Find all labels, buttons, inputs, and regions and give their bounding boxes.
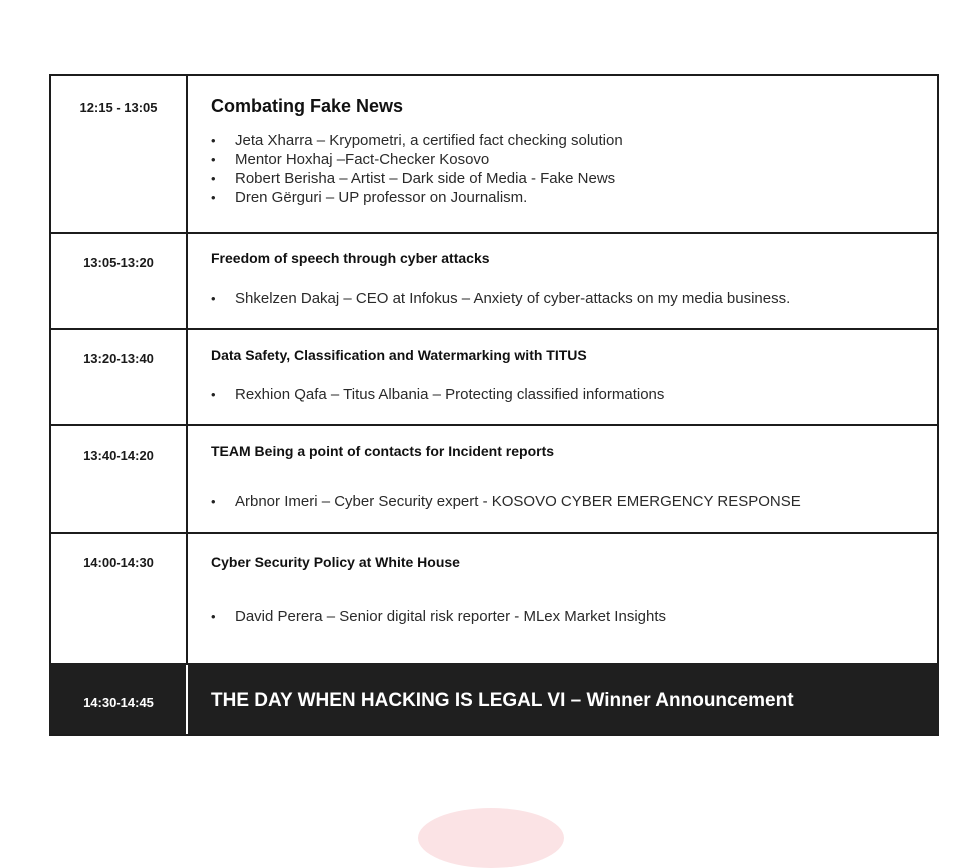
speaker-list: [211, 492, 937, 511]
speaker-item: • Robert Berisha – Artist – Dark side of Media - Fake News: [211, 169, 937, 188]
agenda-row: [49, 74, 939, 232]
agenda-row: [49, 424, 939, 532]
agenda-row: [49, 532, 939, 663]
speaker-list: [211, 385, 937, 404]
speaker-list: [211, 131, 937, 207]
session-content: [188, 534, 937, 663]
session-content: [188, 426, 937, 532]
session-content: [188, 665, 937, 734]
session-time: 14:30-14:45: [51, 665, 188, 734]
agenda-row: [49, 328, 939, 424]
session-time: 14:00-14:30: [51, 534, 188, 663]
agenda-row-highlight: [49, 663, 939, 736]
session-title: Cyber Security Policy at White House: [211, 554, 460, 570]
session-time: 13:20-13:40: [51, 330, 188, 424]
session-content: [188, 76, 937, 232]
session-content: [188, 234, 937, 328]
session-time: 12:15 - 13:05: [51, 76, 188, 232]
session-title: THE DAY WHEN HACKING IS LEGAL VI – Winner Announcement: [211, 690, 794, 711]
agenda-row: [49, 232, 939, 328]
agenda-table: [49, 74, 939, 736]
session-title: Combating Fake News: [211, 96, 404, 116]
watermark-logo: [418, 808, 564, 868]
speaker-item: • Dren Gërguri – UP professor on Journalism.: [211, 188, 937, 207]
session-content: [188, 330, 937, 424]
speaker-list: [211, 607, 937, 626]
session-time: 13:40-14:20: [51, 426, 188, 532]
session-title: TEAM Being a point of contacts for Incident reports: [211, 443, 555, 459]
speaker-item: • David Perera – Senior digital risk reporter - MLex Market Insights: [211, 607, 937, 626]
speaker-item: • Rexhion Qafa – Titus Albania – Protecting classified informations: [211, 385, 937, 404]
session-title: Freedom of speech through cyber attacks: [211, 250, 490, 266]
speaker-item: • Mentor Hoxhaj –Fact-Checker Kosovo: [211, 150, 937, 169]
speaker-item: • Arbnor Imeri – Cyber Security expert - KOSOVO CYBER EMERGENCY RESPONSE: [211, 492, 937, 511]
speaker-list: [211, 289, 937, 308]
speaker-item: • Jeta Xharra – Krypometri, a certified fact checking solution: [211, 131, 937, 150]
session-title: Data Safety, Classification and Watermarking with TITUS: [211, 347, 587, 363]
session-time: 13:05-13:20: [51, 234, 188, 328]
speaker-item: • Shkelzen Dakaj – CEO at Infokus – Anxiety of cyber-attacks on my media business.: [211, 289, 937, 308]
